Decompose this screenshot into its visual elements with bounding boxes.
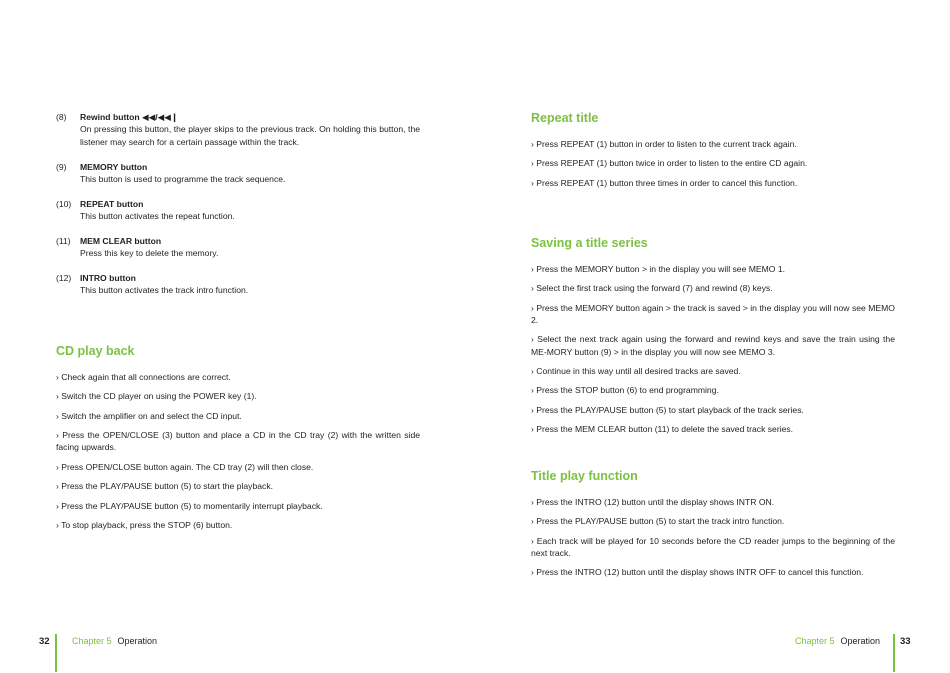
- list-item: › Press the PLAY/PAUSE button (5) to momentarily interrupt playback.: [56, 500, 323, 511]
- item-description: Press this key to delete the memory.: [80, 248, 219, 259]
- item-title: Rewind button ◀◀/◀◀❙: [80, 112, 179, 122]
- item-title: INTRO button: [80, 273, 136, 283]
- button-description-12: [56, 272, 420, 297]
- list-item: › Press the PLAY/PAUSE button (5) to start the track intro function.: [531, 516, 785, 527]
- list-item: › Continue in this way until all desired tracks are saved.: [531, 365, 741, 376]
- list-item: › Press the INTRO (12) button until the display shows INTR OFF to cancel this function.: [531, 567, 864, 578]
- section-title-saving-series: Saving a title series: [531, 236, 648, 250]
- list-item: › Press the MEMORY button > in the display you will see MEMO 1.: [531, 264, 786, 274]
- list-item: › Press the STOP button (6) to end programming.: [531, 385, 719, 396]
- item-description: This button activates the repeat function.: [80, 211, 235, 222]
- title-play-list: [531, 496, 895, 586]
- cd-play-back-list: [56, 371, 420, 538]
- section-title-cd-play-back: CD play back: [56, 344, 135, 358]
- section-label: Operation: [117, 636, 158, 646]
- button-description-10: [56, 198, 420, 223]
- list-item: › Press the OPEN/CLOSE (3) button and place a CD in the CD tray (2) with the written side facing upwards.: [56, 430, 420, 453]
- item-description: This button activates the track intro function.: [80, 285, 249, 296]
- item-number: (8): [56, 112, 67, 122]
- list-item: › Press the PLAY/PAUSE button (5) to start playback of the track series.: [531, 404, 804, 415]
- item-title: REPEAT button: [80, 199, 144, 209]
- list-item: › Each track will be played for 10 seconds before the CD reader jumps to the beginning of the next track.: [531, 535, 895, 558]
- list-item: › Check again that all connections are correct.: [56, 372, 231, 382]
- button-description-11: [56, 235, 420, 260]
- footer-chapter-left: [72, 636, 157, 646]
- item-title: MEMORY button: [80, 162, 148, 172]
- list-item: › Switch the amplifier on and select the CD input.: [56, 410, 242, 421]
- section-title-title-play: Title play function: [531, 469, 638, 483]
- chapter-label: Chapter 5: [72, 636, 112, 646]
- list-item: › Switch the CD player on using the POWER key (1).: [56, 391, 257, 402]
- page-number-right: 33: [900, 636, 911, 647]
- item-description: On pressing this button, the player skips to the previous track. On holding this button, the listener may search for a certain passage within the track.: [80, 124, 420, 147]
- section-title-repeat-title: Repeat title: [531, 111, 599, 125]
- list-item: › Select the next track again using the forward and rewind keys and save the train using the ME-MORY button (9) > in the display you will now see MEMO 3.: [531, 334, 895, 357]
- list-item: › Press REPEAT (1) button in order to listen to the current track again.: [531, 139, 797, 149]
- list-item: › Press REPEAT (1) button twice in order to listen to the entire CD again.: [531, 158, 808, 169]
- button-description-8: [56, 111, 420, 148]
- repeat-title-list: [531, 138, 895, 196]
- item-number: (10): [56, 199, 72, 209]
- list-item: › Press REPEAT (1) button three times in order to cancel this function.: [531, 177, 798, 188]
- page-number-left: 32: [39, 636, 50, 647]
- list-item: › Press the INTRO (12) button until the display shows INTR ON.: [531, 497, 775, 507]
- item-number: (9): [56, 162, 67, 172]
- item-description: This button is used to programme the track sequence.: [80, 174, 286, 185]
- footer-rule-right: [893, 634, 895, 672]
- item-title: MEM CLEAR button: [80, 236, 162, 246]
- list-item: › Select the first track using the forward (7) and rewind (8) keys.: [531, 283, 773, 294]
- list-item: › Press the MEM CLEAR button (11) to delete the saved track series.: [531, 424, 794, 435]
- list-item: › To stop playback, press the STOP (6) button.: [56, 519, 233, 530]
- item-number: (11): [56, 236, 71, 246]
- item-number: (12): [56, 273, 72, 283]
- saving-series-list: [531, 263, 895, 443]
- footer-rule-left: [55, 634, 57, 672]
- button-description-9: [56, 161, 420, 186]
- list-item: › Press OPEN/CLOSE button again. The CD tray (2) will then close.: [56, 461, 314, 472]
- list-item: › Press the MEMORY button again > the track is saved > in the display you will now see MEMO 2.: [531, 302, 895, 325]
- chapter-label: Chapter 5: [795, 636, 835, 646]
- section-label: Operation: [840, 636, 881, 646]
- footer-chapter-right: [795, 636, 880, 646]
- list-item: › Press the PLAY/PAUSE button (5) to start the playback.: [56, 481, 274, 492]
